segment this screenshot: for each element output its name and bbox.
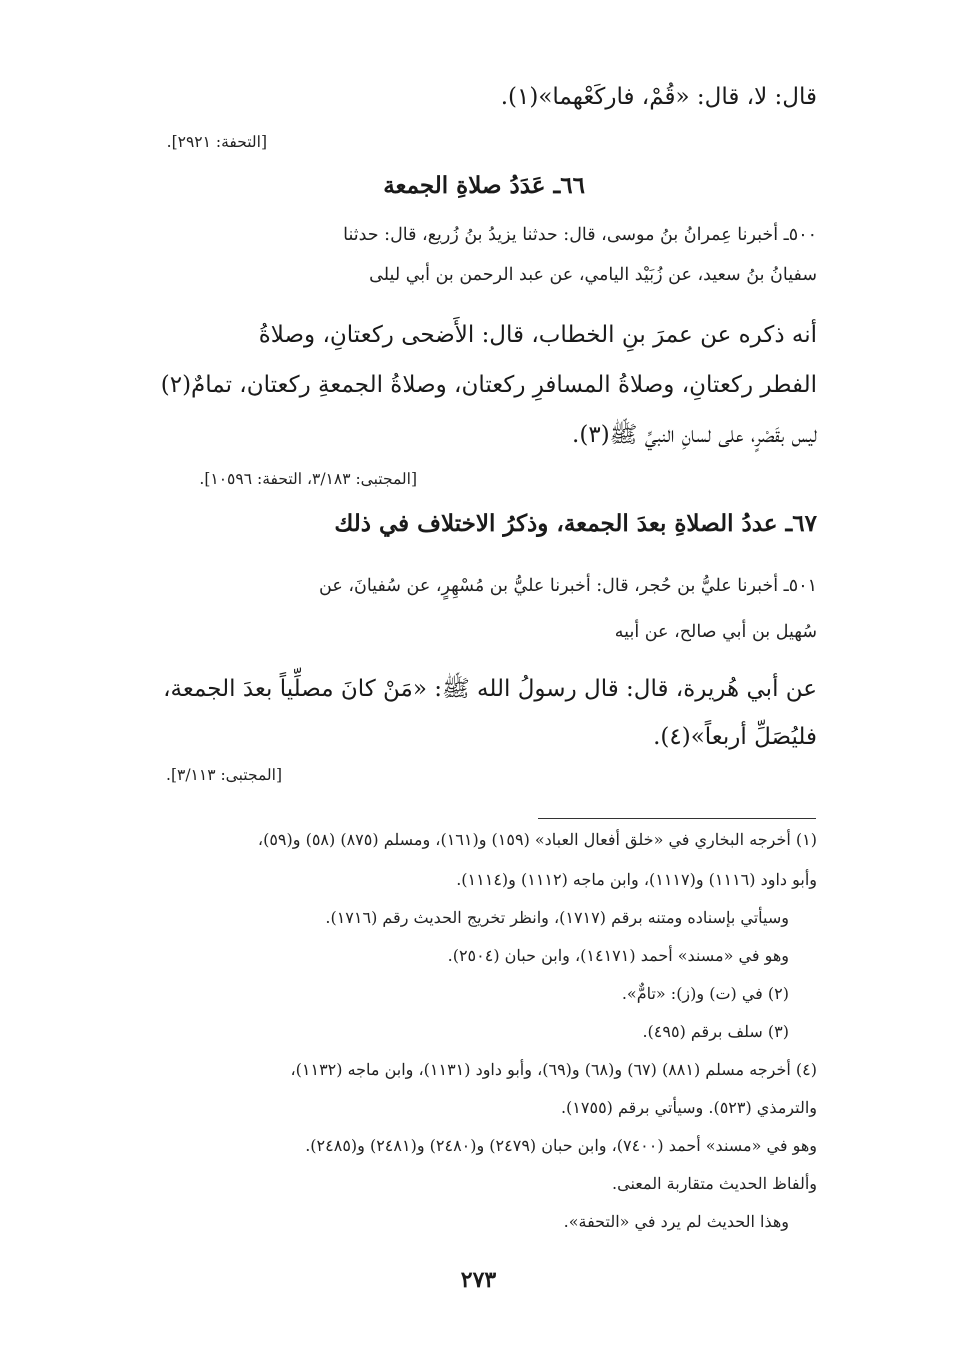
page-number: ٢٧٣	[460, 1267, 497, 1293]
footnote-1-line1: (١) أخرجه البخاري في «خلق أفعال العباد» (١٥٩) و(١٦١)، ومسلم (٨٧٥) (٥٨) و(٥٩)،	[257, 830, 817, 849]
footnote-4-line2: والترمذي (٥٢٣). وسيأتي برقم (١٧٥٥).	[560, 1098, 817, 1117]
hadith-501-chain-line2: سُهيل بن أبي صالح، عن أبيه	[614, 622, 817, 642]
hadith-500-chain-line1: ٥٠٠ـ أخبرنا عِمرانُ بنُ موسى، قال: حدثنا يزيدُ بنُ زُريع، قال: حدثنا	[343, 225, 817, 245]
hadith-501-chain-line1: ٥٠١ـ أخبرنا عليُّ بن حُجر، قال: أخبرنا عليُّ بن مُسْهِرٍ، عن سُفيانَ، عن	[319, 576, 817, 596]
section-67-heading: ٦٧ـ عددُ الصلاةِ بعدَ الجمعة، وذكرُ الاختلاف في ذلك	[334, 510, 817, 537]
hadith-500-text-line2: الفطر ركعتانِ، وصلاةُ المسافرِ ركعتان، وصلاةُ الجمعةِ ركعتان، تمامٌ(٢)	[160, 372, 817, 398]
footnote-divider	[538, 818, 816, 819]
footnote-3: (٣) سلف برقم (٤٩٥).	[642, 1022, 789, 1041]
hadith-500-chain-line2: سفيانُ بنُ سعيد، عن زُبَيْد اليامي، عن عبد الرحمن بن أبي ليلى	[369, 265, 817, 285]
hadith-500-text-line1: أنه ذكره عن عمرَ بنِ الخطاب، قال: الأَضحى ركعتانِ، وصلاةُ	[258, 322, 817, 348]
hadith-500-text-line3: ليس بقَصْرٍ، على لسانِ النبيِّ ﷺ(٣).	[572, 422, 817, 448]
footnote-1-line4: وهو في «مسند» أحمد (١٤١٧١)، وابن حبان (٢٥٠٤).	[447, 946, 789, 965]
footnote-1-line2: وأبو داود (١١١٦) و(١١١٧)، وابن ماجه (١١١٢) و(١١١٤).	[456, 870, 817, 889]
continuation-line: قال: لا، قال: «قُمْ، فاركَعْهما»(١).	[500, 84, 817, 110]
hadith-501-text-line1: عن أبي هُريرة، قال: قال رسولُ الله ﷺ: «مَنْ كانَ مصلِّياً بعدَ الجمعة،	[163, 676, 817, 702]
mujtaba-reference: [المجتبى: ٣/١٨٣، التحفة: ١٠٥٩٦].	[199, 470, 417, 488]
hadith-501-text-line2: فليُصَلِّ أربعاً»(٤).	[653, 724, 817, 750]
mujtaba-reference-2: [المجتبى: ٣/١١٣].	[166, 766, 282, 784]
footnote-1-line3: وسيأتي بإسناده ومتنه برقم (١٧١٧)، وانظر تخريج الحديث رقم (١٧١٦).	[325, 908, 789, 927]
footnote-2: (٢) في (ت) و(ز): «تامٌّ».	[621, 984, 789, 1003]
footnote-4-line3: وهو في «مسند» أحمد (٧٤٠٠)، وابن حبان (٢٤٧٩) و(٢٤٨٠) و(٢٤٨١) و(٢٤٨٥).	[305, 1136, 817, 1155]
tuhfa-reference: [التحفة: ٢٩٢١].	[166, 133, 267, 151]
footnote-4-line4: وألفاظ الحديث متقاربة المعنى.	[612, 1174, 817, 1193]
footnote-4-line5: وهذا الحديث لم يرد في «التحفة».	[563, 1212, 789, 1231]
footnote-4-line1: (٤) أخرجه مسلم (٨٨١) (٦٧) و(٦٨) و(٦٩)، وأبو داود (١١٣١)، وابن ماجه (١١٣٢)،	[290, 1060, 817, 1079]
section-66-heading: ٦٦ـ عَدَدُ صلاةِ الجمعة	[383, 172, 585, 199]
